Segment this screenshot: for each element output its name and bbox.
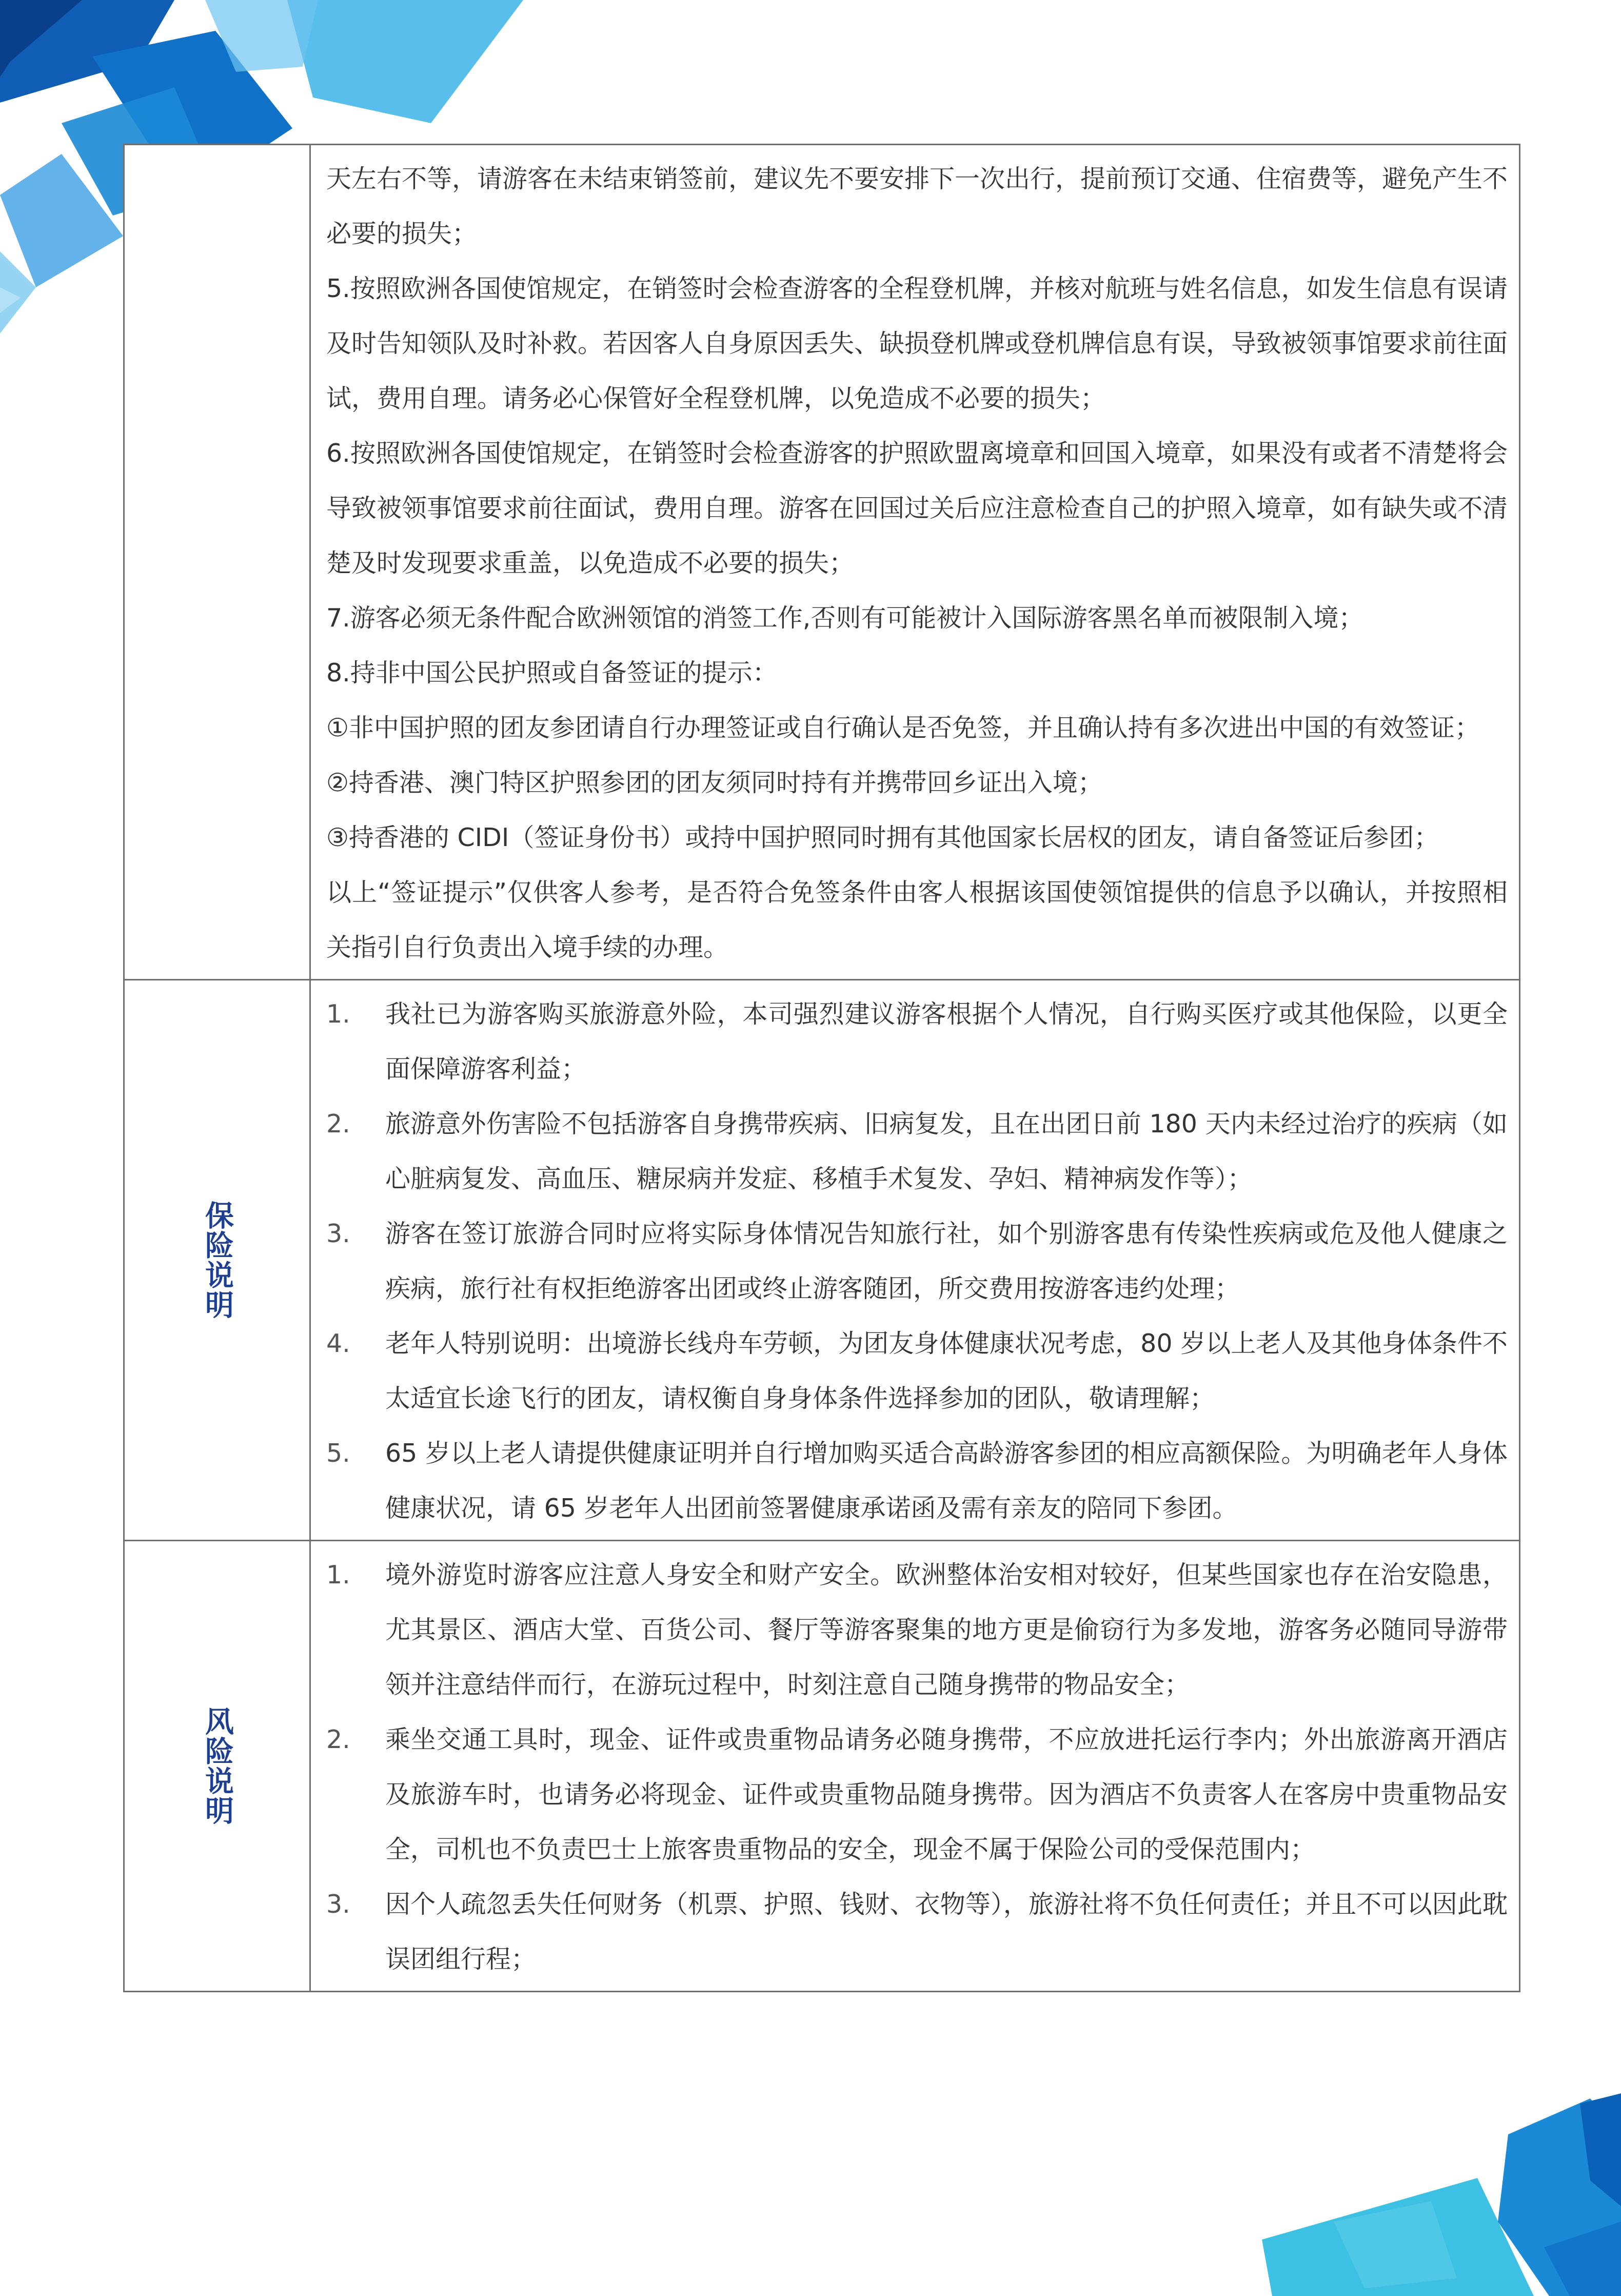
list-item-number: 3.: [326, 1890, 350, 1919]
list-item-text: 老年人特别说明：出境游长线舟车劳顿，为团友身体健康状况考虑，80 岁以上老人及其他身体条件不太适宜长途飞行的团友，请权衡自身身体条件选择参加的团队，敬请理解；: [385, 1329, 1508, 1413]
list-item-text: 旅游意外伤害险不包括游客自身携带疾病、旧病复发，且在出团日前 180 天内未经过治疗的疾病（如心脏病复发、高血压、糖尿病并发症、移植手术复发、孕妇、精神病发作等）；: [385, 1109, 1508, 1193]
list-item: [326, 1316, 1508, 1426]
risk-content-cell: [311, 1541, 1520, 1991]
list-item: [326, 987, 1508, 1096]
list-item-text: 65 岁以上老人请提供健康证明并自行增加购买适合高龄游客参团的相应高额保险。为明确老年人身体健康状况，请 65 岁老年人出团前签署健康承诺函及需有亲友的陪同下参团。: [385, 1439, 1508, 1523]
list-item-number: 5.: [326, 1439, 350, 1468]
risk-list: [326, 1547, 1508, 1987]
insurance-label-cell: [125, 980, 311, 1540]
risk-row: [125, 1541, 1520, 1992]
visa-paragraph: 以上“签证提示”仅供客人参考，是否符合免签条件由客人根据该国使领馆提供的信息予以确认，并按照相关指引自行负责出入境手续的办理。: [326, 878, 1508, 962]
list-item: [326, 1547, 1508, 1712]
visa-content-cell: [311, 145, 1520, 979]
list-item: [326, 1096, 1508, 1206]
list-item: [326, 1426, 1508, 1536]
insurance-list: [326, 987, 1508, 1536]
list-item-number: 4.: [326, 1329, 350, 1358]
visa-paragraph: ①非中国护照的团友参团请自行办理签证或自行确认是否免签，并且确认持有多次进出中国的有效签证；: [326, 713, 1480, 742]
visa-paragraph: 7.游客必须无条件配合欧洲领馆的消签工作,否则有可能被计入国际游客黑名单而被限制入境；: [326, 603, 1364, 633]
list-item: [326, 1206, 1508, 1316]
insurance-content-cell: [311, 980, 1520, 1540]
visa-label-cell: [125, 145, 311, 979]
list-item-number: 2.: [326, 1109, 350, 1139]
insurance-label: 保险说明: [201, 1201, 234, 1320]
list-item-text: 我社已为游客购买旅游意外险，本司强烈建议游客根据个人情况，自行购买医疗或其他保险，以更全面保障游客利益；: [385, 999, 1508, 1084]
risk-label: 风险说明: [201, 1706, 234, 1826]
visa-paragraph: ③持香港的 CIDI（签证身份书）或持中国护照同时拥有其他国家长居权的团友，请自备签证后参团；: [326, 823, 1439, 852]
visa-paragraph: 天左右不等，请游客在未结束销签前，建议先不要安排下一次出行，提前预订交通、住宿费等，避免产生不必要的损失；: [326, 164, 1508, 248]
visa-row: [125, 145, 1520, 980]
list-item-text: 乘坐交通工具时，现金、证件或贵重物品请务必随身携带，不应放进托运行李内；外出旅游离开酒店及旅游车时，也请务必将现金、证件或贵重物品随身携带。因为酒店不负责客人在客房中贵重物品安全，司机也不负责巴士上旅客贵重物品的安全，现金不属于保险公司的受保范围内；: [385, 1725, 1508, 1864]
insurance-row: [125, 980, 1520, 1541]
list-item: [326, 1877, 1508, 1987]
list-item-number: 1.: [326, 999, 350, 1029]
itinerary-notes-table: [123, 144, 1520, 1992]
visa-paragraph: 8.持非中国公民护照或自备签证的提示：: [326, 658, 778, 688]
list-item-text: 游客在签订旅游合同时应将实际身体情况告知旅行社，如个别游客患有传染性疾病或危及他人健康之疾病，旅行社有权拒绝游客出团或终止游客随团，所交费用按游客违约处理；: [385, 1219, 1508, 1303]
visa-paragraph: ②持香港、澳门特区护照参团的团友须同时持有并携带回乡证出入境；: [326, 768, 1103, 797]
list-item-text: 因个人疏忽丢失任何财务（机票、护照、钱财、衣物等），旅游社将不负任何责任；并且不可以因此耽误团组行程；: [385, 1890, 1508, 1974]
list-item-number: 3.: [326, 1219, 350, 1248]
visa-paragraph: 6.按照欧洲各国使馆规定，在销签时会检查游客的护照欧盟离境章和回国入境章，如果没有或者不清楚将会导致被领事馆要求前往面试，费用自理。游客在回国过关后应注意检查自己的护照入境章，如有缺失或不清楚及时发现要求重盖，以免造成不必要的损失；: [326, 439, 1508, 578]
bottom-right-squares: [1262, 2093, 1621, 2296]
visa-paragraph: 5.按照欧洲各国使馆规定，在销签时会检查游客的全程登机牌，并核对航班与姓名信息，如发生信息有误请及时告知领队及时补救。若因客人自身原因丢失、缺损登机牌或登机牌信息有误，导致被领事馆要求前往面试，费用自理。请务必心保管好全程登机牌，以免造成不必要的损失；: [326, 274, 1508, 413]
list-item-number: 2.: [326, 1725, 350, 1754]
risk-label-cell: [125, 1541, 311, 1991]
list-item-text: 境外游览时游客应注意人身安全和财产安全。欧洲整体治安相对较好，但某些国家也存在治安隐患，尤其景区、酒店大堂、百货公司、餐厅等游客聚集的地方更是偷窃行为多发地，游客务必随同导游带领并注意结伴而行，在游玩过程中，时刻注意自己随身携带的物品安全；: [385, 1560, 1508, 1699]
list-item-number: 1.: [326, 1560, 350, 1589]
list-item: [326, 1712, 1508, 1877]
